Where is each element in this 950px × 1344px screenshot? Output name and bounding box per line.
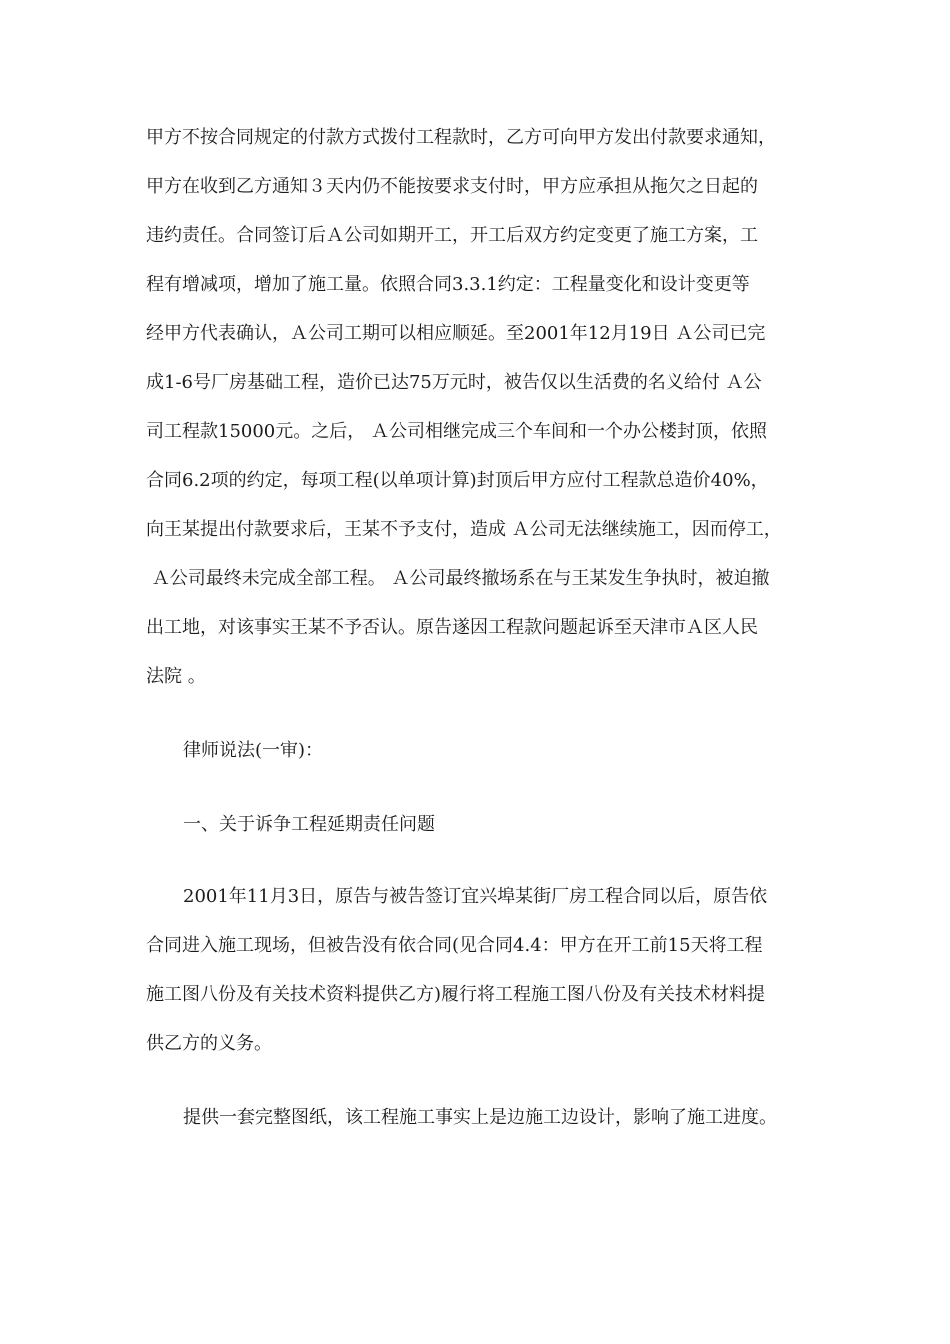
paragraph-1-line-5: 经甲方代表确认，Ａ公司工期可以相应顺延。至2001年12月19日 Ａ公司已完 — [146, 323, 766, 344]
paragraph-1-line-10: Ａ公司最终未完成全部工程。 Ａ公司最终撤场系在与王某发生争执时，被迫撤 — [146, 568, 770, 589]
paragraph-1-line-8: 合同6.2项的约定，每项工程(以单项计算)封顶后甲方应付工程款总造价40%， — [146, 470, 769, 491]
paragraph-2-line-4: 供乙方的义务。 — [146, 1033, 272, 1054]
paragraph-3: 提供一套完整图纸，该工程施工事实上是边施工边设计，影响了施工进度。 — [183, 1107, 777, 1128]
paragraph-1-line-3: 违约责任。合同签订后Ａ公司如期开工，开工后双方约定变更了施工方案，工 — [146, 225, 758, 246]
paragraph-1-line-1: 甲方不按合同规定的付款方式拨付工程款时，乙方可向甲方发出付款要求通知， — [146, 127, 776, 148]
paragraph-2-line-3: 施工图八份及有关技术资料提供乙方)履行将工程施工图八份及有关技术材料提 — [146, 984, 766, 1005]
paragraph-1-line-9: 向王某提出付款要求后，王某不予支付，造成 Ａ公司无法继续施工，因而停工， — [146, 519, 782, 540]
paragraph-1-line-2: 甲方在收到乙方通知３天内仍不能按要求支付时，甲方应承担从拖欠之日起的 — [146, 176, 758, 197]
paragraph-1-line-7: 司工程款15000元。之后， Ａ公司相继完成三个车间和一个办公楼封顶，依照 — [146, 421, 767, 442]
heading-section-1: 一、关于诉争工程延期责任问题 — [183, 814, 435, 835]
paragraph-1-line-4: 程有增减项，增加了施工量。依照合同3.3.1约定：工程量变化和设计变更等 — [146, 274, 750, 295]
paragraph-1-line-12: 法院 。 — [146, 666, 206, 687]
paragraph-1-line-11: 出工地，对该事实王某不予否认。原告遂因工程款问题起诉至天津市Ａ区人民 — [146, 617, 758, 638]
paragraph-2-line-1: 2001年11月3日，原告与被告签订宜兴埠某街厂房工程合同以后，原告依 — [183, 886, 768, 907]
paragraph-2-line-2: 合同进入施工现场，但被告没有依合同(见合同4.4：甲方在开工前15天将工程 — [146, 935, 763, 956]
heading-lawyer-opinion: 律师说法(一审)： — [183, 740, 324, 761]
paragraph-1-line-6: 成1-6号厂房基础工程，造价已达75万元时，被告仅以生活费的名义给付 Ａ公 — [146, 372, 762, 393]
